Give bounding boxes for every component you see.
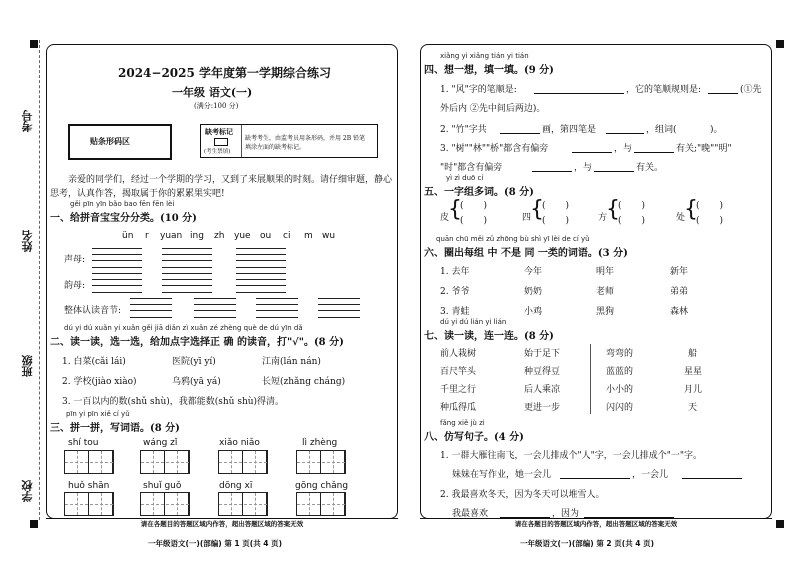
school-label: 学校 (21, 480, 34, 502)
pinyin-annotation: pīn yi pīn xiě cí yǔ (66, 410, 130, 418)
match-item[interactable]: 弯弯的 (606, 349, 634, 359)
barcode-area: 贴条形码区 (68, 124, 172, 160)
exam-number-label: 考号 (21, 110, 34, 132)
answer-blank[interactable] (606, 133, 644, 134)
section-5-title: 五、一字组多词。(8 分) (424, 187, 534, 198)
match-item[interactable]: 更进一步 (524, 403, 561, 413)
writing-lines[interactable] (162, 273, 212, 293)
answer-paren[interactable]: ( ) (696, 216, 724, 226)
question-2-2[interactable]: 2. 学校(jiào xiào) (62, 377, 137, 387)
section-3-title: 三、拼一拼，写词语。(8 分) (50, 423, 180, 434)
answer-blank[interactable] (534, 93, 624, 94)
writing-lines[interactable] (92, 248, 142, 268)
absence-mark-box: 缺考标记 (考生禁填) 缺考考生，由监考员用条形码，并用 2B 铅笔 填涂左面的缺考标记。 (200, 124, 378, 158)
character-grid[interactable] (296, 492, 346, 516)
answer-area-warning: 请在各题目的答题区域内作答，超出答题区域的答案无效 (46, 518, 398, 529)
registration-mark (776, 520, 784, 528)
section-2-title: 二、读一读，选一选，给加点字选择正 确 的读音，打"√"。(8 分) (50, 337, 344, 348)
name-label: 姓名 (21, 230, 34, 252)
match-item[interactable]: 船 (688, 349, 698, 359)
absence-mark-checkbox[interactable] (214, 138, 228, 146)
character-grid[interactable] (64, 492, 114, 516)
cut-line (39, 40, 40, 520)
divider (590, 344, 591, 414)
brace-icon: { (448, 197, 462, 222)
answer-blank[interactable] (682, 478, 742, 479)
match-item[interactable]: 星星 (684, 367, 703, 377)
writing-lines[interactable] (162, 248, 212, 268)
answer-blank[interactable] (708, 93, 738, 94)
question-2-2b[interactable]: 乌鸦(yā yá) (172, 377, 221, 387)
brace-icon: { (606, 197, 620, 222)
intro-text: 亲爱的同学们，经过一个学期的学习，又到了来展顺果的时刻。请仔细审题，静心 (68, 175, 393, 185)
section-4-title: 四、想一想，填一填。(9 分) (424, 65, 554, 76)
match-item[interactable]: 种瓜得瓜 (440, 403, 477, 413)
match-item[interactable]: 小小的 (606, 385, 634, 395)
intro-text: 思考，认真作答，揭取属于你的累累果实吧! (50, 189, 225, 199)
char-fang: 方 (598, 213, 608, 223)
question-2-1b[interactable]: 医院(yī yí) (172, 357, 216, 367)
question-2-1c[interactable]: 江南(lán nán) (262, 357, 321, 367)
pinyin-annotation: fǎng xiě jù zi (440, 419, 485, 427)
match-item[interactable]: 百尺竿头 (440, 367, 477, 377)
initials-label: 声母: (64, 255, 86, 265)
answer-paren[interactable]: ( ) (542, 201, 570, 211)
answer-blank[interactable] (560, 478, 630, 479)
word-pinyin: dōng xī (219, 481, 253, 491)
writing-lines[interactable] (236, 248, 286, 268)
match-item[interactable]: 始于足下 (524, 349, 561, 359)
word-pinyin: lì zhèng (302, 438, 338, 448)
answer-paren[interactable]: ( ) (696, 201, 724, 211)
binding-strip (6, 0, 44, 561)
section-6-title: 六、圈出每组 中 不是 同 一类的词语。(3 分) (424, 248, 628, 259)
pinyin-annotation: xiǎng yi xiǎng tián yi tián (440, 52, 529, 60)
match-item[interactable]: 蓝蓝的 (606, 367, 634, 377)
answer-area-warning: 请在各题目的答题区域内作答，超出答题区域的答案无效 (420, 518, 772, 529)
match-item[interactable]: 前人栽树 (440, 349, 477, 359)
answer-blank[interactable] (634, 152, 674, 153)
match-item[interactable]: 千里之行 (440, 385, 477, 395)
writing-lines[interactable] (256, 298, 298, 318)
section-1-title: 一、给拼音宝宝分分类。(10 分) (50, 213, 197, 224)
pinyin-annotation: dú yi dú xuǎn yi xuǎn gěi jiā diǎn zì xuǎn zé zhèng què de dú yīn dǎ (64, 324, 303, 332)
match-item[interactable]: 月儿 (684, 385, 703, 395)
char-si: 四 (522, 213, 532, 223)
word-pinyin: xiǎo niǎo (219, 438, 260, 448)
question-2-2c[interactable]: 长短(zhǎng cháng) (262, 377, 346, 387)
answer-blank[interactable] (572, 152, 612, 153)
char-pi: 皮 (440, 213, 450, 223)
question-2-1[interactable]: 1. 白菜(cǎi lái) (62, 357, 126, 367)
char-chu: 处 (676, 213, 686, 223)
section-8-title: 八、仿写句子。(4 分) (424, 432, 524, 443)
answer-paren[interactable]: ( ) (618, 216, 646, 226)
page-footer: 一年级语文(一)(部编) 第 2 页(共 4 页) (520, 539, 655, 548)
word-pinyin: shuǐ guǒ (143, 481, 182, 491)
writing-lines[interactable] (318, 298, 360, 318)
word-pinyin: huǒ shān (68, 481, 110, 491)
writing-lines[interactable] (92, 273, 142, 293)
character-grid[interactable] (64, 450, 114, 474)
class-label: 班级 (21, 355, 34, 377)
character-grid[interactable] (140, 492, 190, 516)
match-item[interactable]: 天 (688, 403, 698, 413)
section-7-title: 七、读一读，连一连。(8 分) (424, 331, 554, 342)
word-pinyin: shí tou (68, 438, 99, 448)
question-2-3[interactable]: 3. 一百以内的数(shǔ shù)，我都能数(shǔ shù)得清。 (62, 397, 285, 407)
writing-lines[interactable] (236, 273, 286, 293)
score-note: (满分:100 分) (194, 102, 239, 110)
brace-icon: { (684, 197, 698, 222)
character-grid[interactable] (140, 450, 190, 474)
match-item[interactable]: 后人乘凉 (524, 385, 561, 395)
writing-lines[interactable] (194, 298, 236, 318)
match-item[interactable]: 闪闪的 (606, 403, 634, 413)
answer-paren[interactable]: ( ) (460, 201, 488, 211)
writing-lines[interactable] (130, 298, 172, 318)
word-pinyin: gōng chǎng (295, 481, 349, 491)
answer-paren[interactable]: ( ) (460, 216, 488, 226)
pinyin-annotation: gěi pīn yīn bǎo bao fēn fēn lèi (70, 200, 175, 208)
character-grid[interactable] (218, 450, 268, 474)
answer-blank[interactable] (500, 133, 540, 134)
word-pinyin: wáng zǐ (143, 438, 178, 448)
page-footer: 一年级语文(一)(部编) 第 1 页(共 4 页) (148, 539, 283, 548)
answer-blank[interactable] (532, 171, 572, 172)
pinyin-annotation: yì zì duō cí (446, 174, 484, 182)
whole-syllables-label: 整体认读音节: (64, 306, 122, 316)
character-grid[interactable] (218, 492, 268, 516)
finals-label: 韵母: (64, 281, 86, 291)
answer-blank[interactable] (594, 171, 634, 172)
character-grid[interactable] (296, 450, 346, 474)
pinyin-annotation: quān chū měi zǔ zhōng bù shì yī lèi de cí yǔ (436, 235, 590, 243)
registration-mark (776, 40, 784, 48)
brace-icon: { (530, 197, 544, 222)
sentence-example-1: 1. 一群大雁往南飞，一会儿排成个"人"字，一会儿排成个"一"字。 (440, 451, 703, 461)
sentence-example-2: 2. 我最喜欢冬天，因为冬天可以堆雪人。 (440, 490, 605, 500)
exam-title: 2024−2025 学年度第一学期综合练习 (118, 66, 332, 80)
match-item[interactable]: 种豆得豆 (524, 367, 561, 377)
pinyin-annotation: dú yi dú lián yi lián (440, 318, 507, 326)
answer-paren[interactable]: ( ) (542, 216, 570, 226)
answer-paren[interactable]: ( ) (618, 201, 646, 211)
exam-subtitle: 一年级 语文(一) (172, 86, 253, 99)
